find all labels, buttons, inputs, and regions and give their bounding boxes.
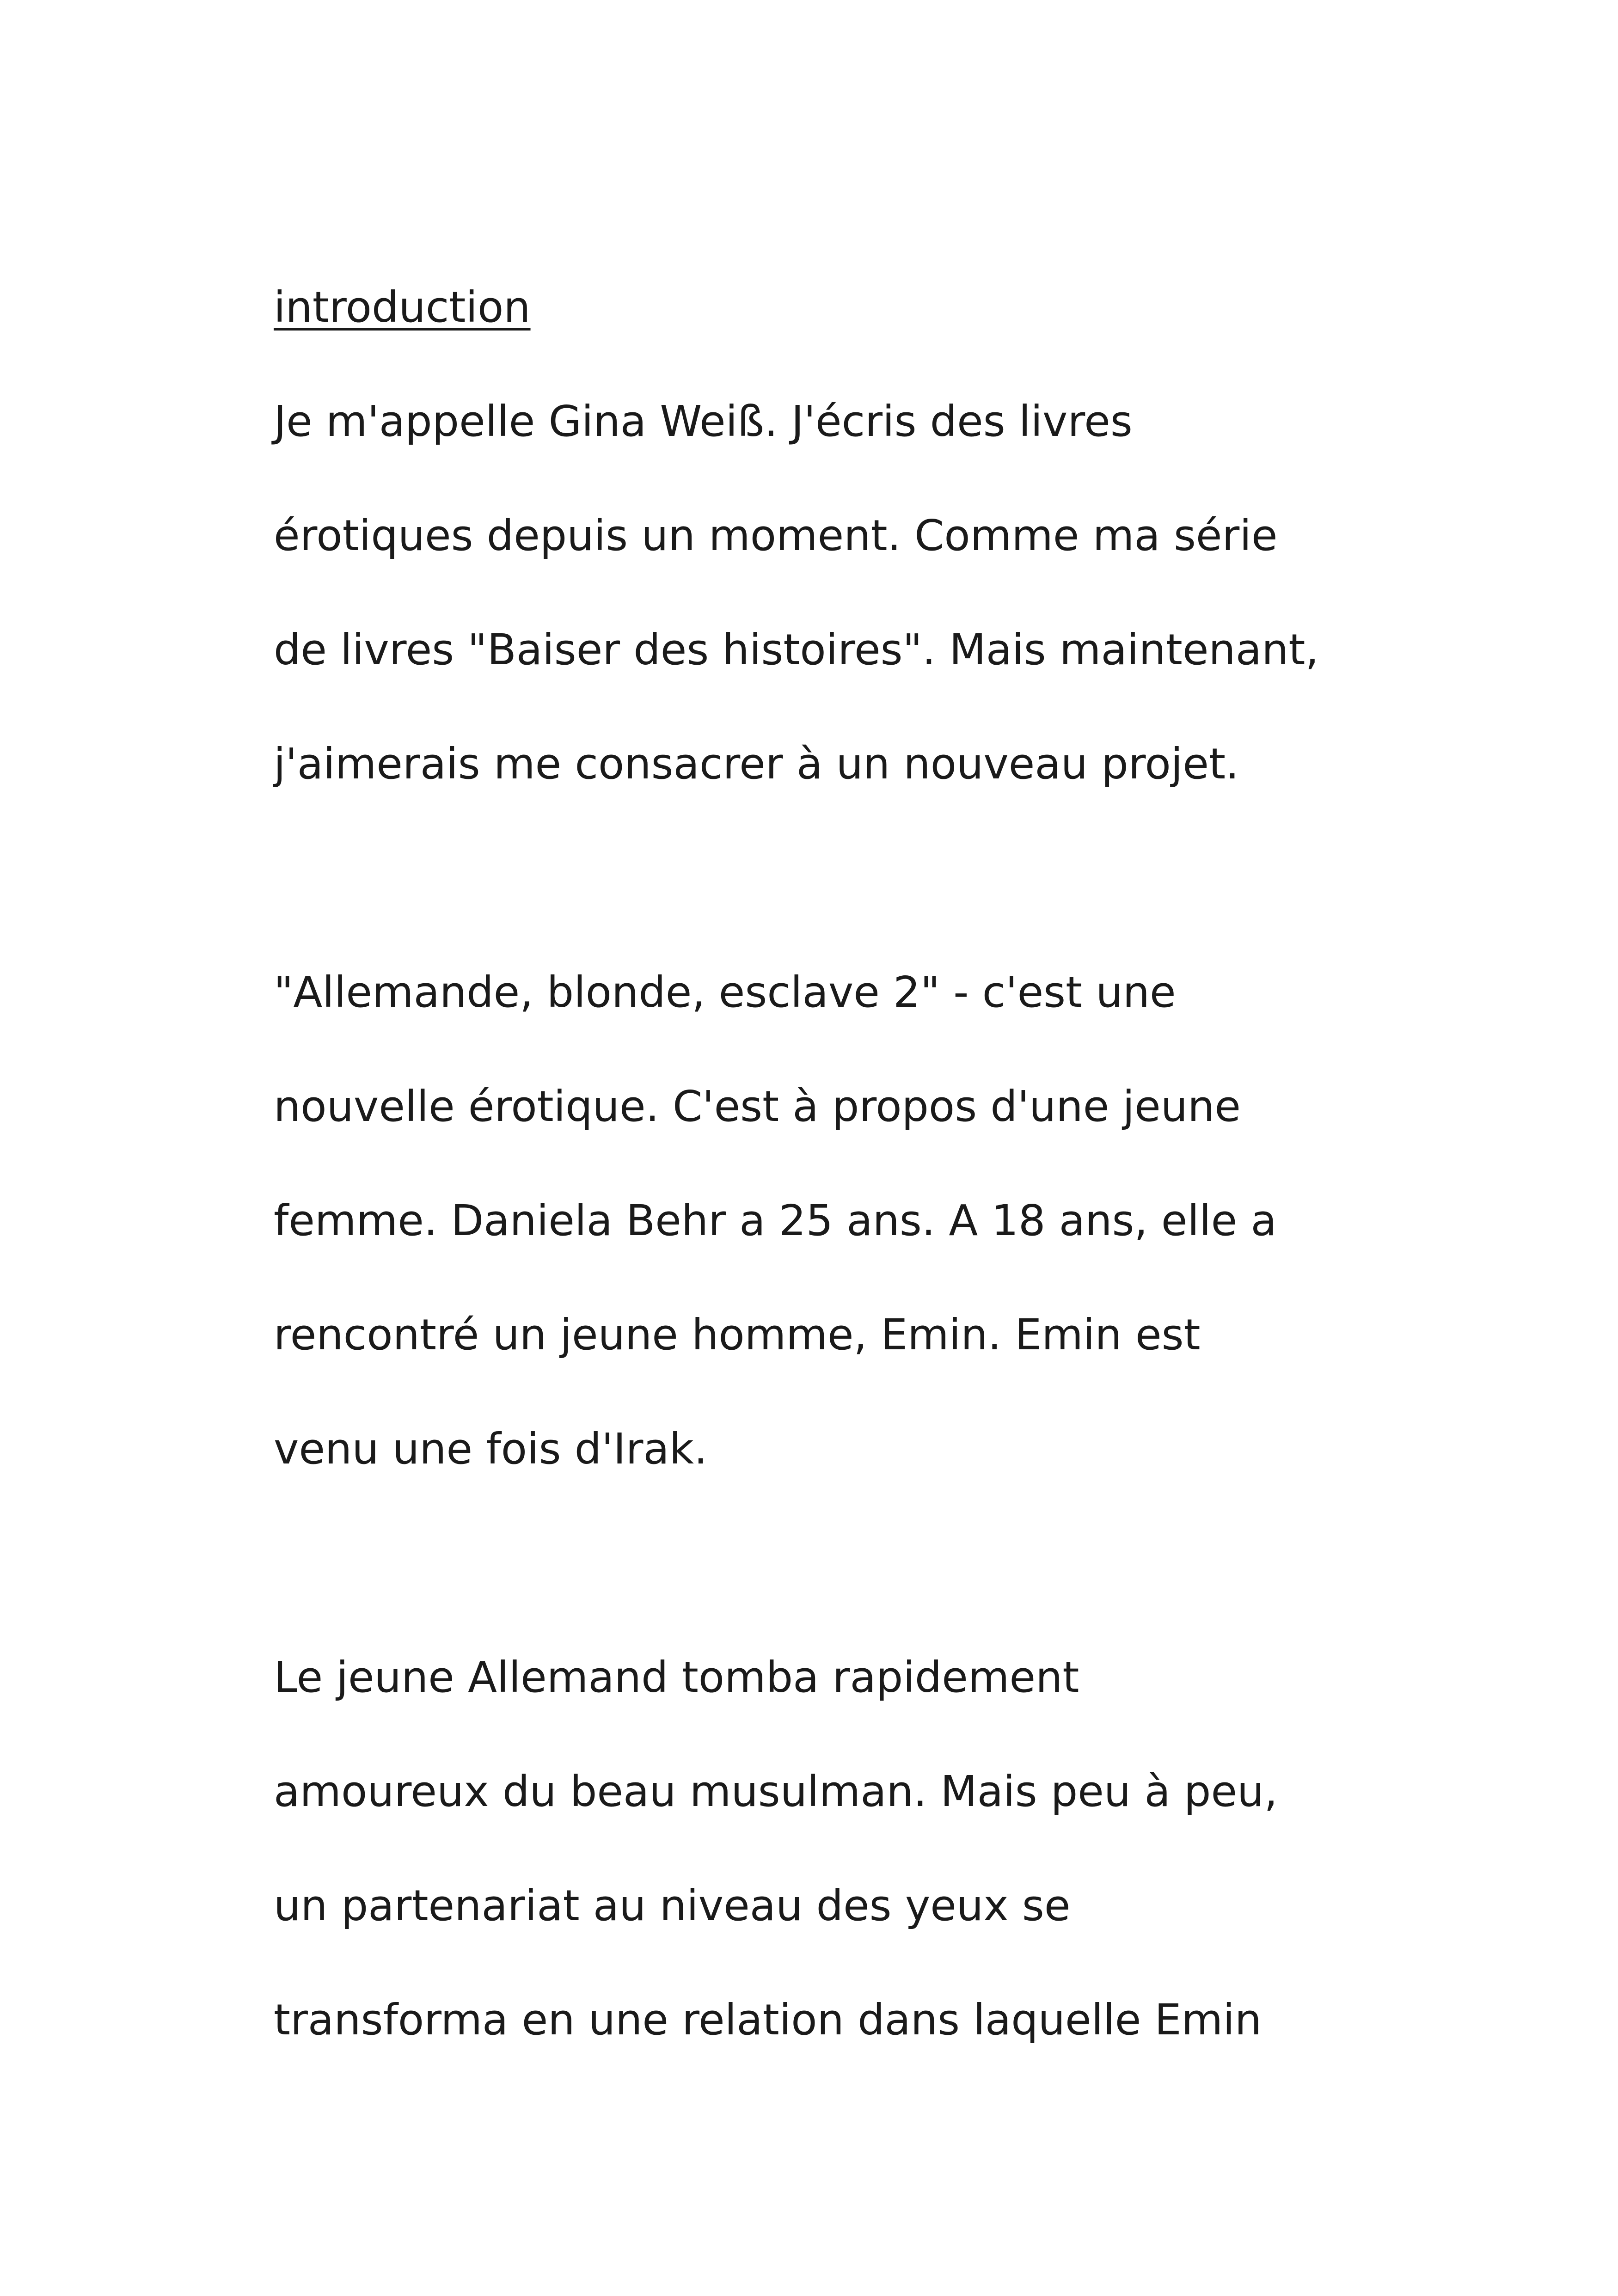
text-line: transforma en une relation dans laquelle Emin: [274, 1995, 1262, 2045]
text-line: Je m'appelle Gina Weiß. J'écris des livres: [274, 397, 1133, 446]
text-line: amoureux du beau musulman. Mais peu à peu,: [274, 1767, 1278, 1816]
text-line: rencontré un jeune homme, Emin. Emin est: [274, 1310, 1201, 1359]
text-line: femme. Daniela Behr a 25 ans. A 18 ans, elle a: [274, 1196, 1277, 1245]
paragraph-3: [274, 1629, 1383, 2086]
paragraph-2: [274, 944, 1383, 1515]
text-line: venu une fois d'Irak.: [274, 1424, 708, 1474]
text-line: Le jeune Allemand tomba rapidement: [274, 1653, 1079, 1702]
text-line: érotiques depuis un moment. Comme ma série: [274, 511, 1278, 560]
text-line: "Allemande, blonde, esclave 2" - c'est une: [274, 967, 1176, 1017]
text-line: nouvelle érotique. C'est à propos d'une jeune: [274, 1082, 1241, 1131]
document-body: [274, 259, 1383, 2086]
paragraph-1: [274, 373, 1383, 830]
paragraph-spacer: [274, 830, 1383, 944]
text-line: un partenariat au niveau des yeux se: [274, 1881, 1071, 1930]
paragraph-spacer: [274, 1515, 1383, 1629]
section-heading: introduction: [274, 282, 531, 332]
text-line: de livres "Baiser des histoires". Mais maintenant,: [274, 625, 1319, 674]
text-line: j'aimerais me consacrer à un nouveau projet.: [274, 739, 1239, 789]
